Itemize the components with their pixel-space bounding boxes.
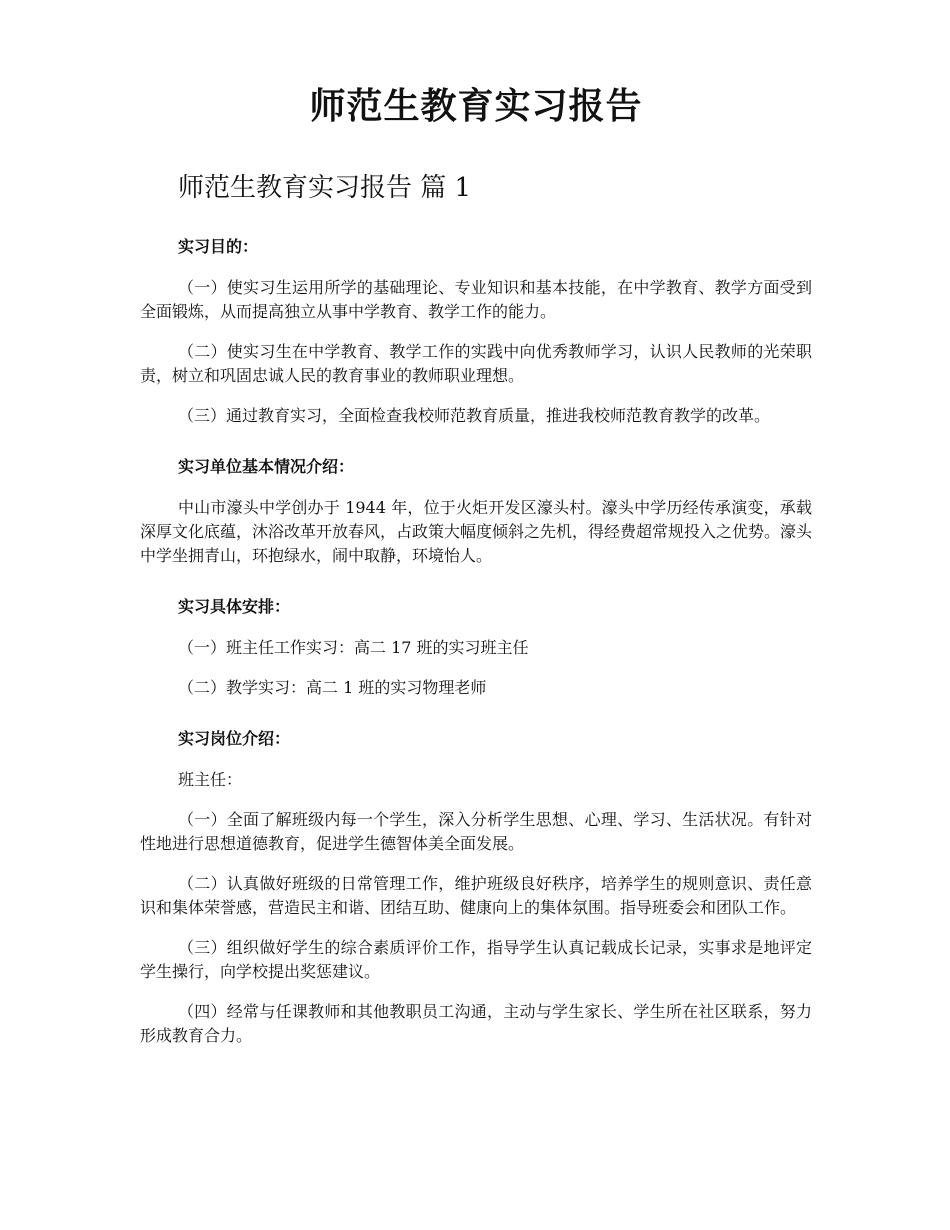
- document-title: 师范生教育实习报告: [309, 85, 643, 127]
- document-page: [140, 78, 812, 1048]
- paragraph: （三）组织做好学生的综合素质评价工作，指导学生认真记载成长记录，实事求是地评定学生操行，向学校提出奖惩建议。: [140, 938, 812, 981]
- label-purpose: 实习目的：: [178, 237, 259, 256]
- paragraph: （四）经常与任课教师和其他教职员工沟通，主动与学生家长、学生所在社区联系，努力形成教育合力。: [140, 1002, 812, 1045]
- section-heading: 师范生教育实习报告 篇 1: [178, 173, 472, 203]
- label-position-intro: 实习岗位介绍：: [178, 729, 291, 748]
- paragraph: （二）认真做好班级的日常管理工作，维护班级良好秩序，培养学生的规则意识、责任意识和集体荣誉感，营造民主和谐、团结互助、健康向上的集体氛围。指导班委会和团队工作。: [140, 874, 812, 917]
- label-unit-intro: 实习单位基本情况介绍：: [178, 457, 355, 476]
- paragraph: （二）教学实习：高二 1 班的实习物理老师: [178, 678, 487, 697]
- paragraph: （一）班主任工作实习：高二 17 班的实习班主任: [178, 638, 529, 657]
- paragraph: 中山市濠头中学创办于 1944 年，位于火炬开发区濠头村。濠头中学历经传承演变，承载深厚文化底蕴，沐浴改革开放春风，占政策大幅度倾斜之先机，得经费超常规投入之优势。濠头中学坐拥青山，环抱绿水，闹中取静，环境怡人。: [140, 498, 813, 565]
- paragraph: 班主任：: [178, 770, 243, 789]
- paragraph: （一）全面了解班级内每一个学生，深入分析学生思想、心理、学习、生活状况。有针对性地进行思想道德教育，促进学生德智体美全面发展。: [140, 810, 812, 853]
- paragraph: （二）使实习生在中学教育、教学工作的实践中向优秀教师学习，认识人民教师的光荣职责，树立和巩固忠诚人民的教育事业的教师职业理想。: [140, 342, 812, 385]
- label-arrangement: 实习具体安排：: [178, 597, 291, 616]
- paragraph: （一）使实习生运用所学的基础理论、专业知识和基本技能，在中学教育、教学方面受到全面锻炼，从而提高独立从事中学教育、教学工作的能力。: [140, 278, 812, 321]
- paragraph: （三）通过教育实习，全面检查我校师范教育质量，推进我校师范教育教学的改革。: [178, 406, 771, 425]
